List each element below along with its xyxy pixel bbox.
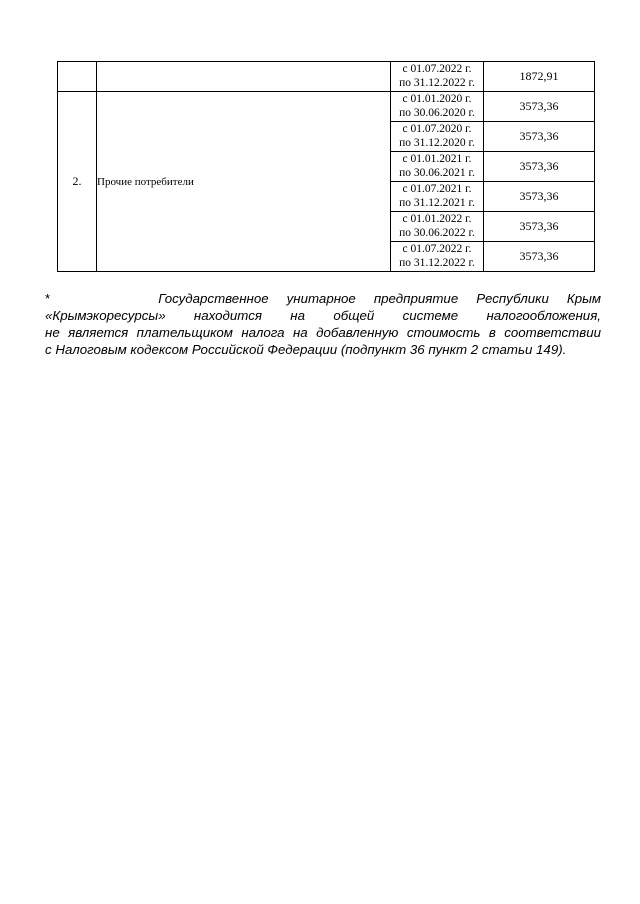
period-to: по 31.12.2022 г. bbox=[399, 76, 475, 89]
period-from: с 01.01.2020 г. bbox=[402, 93, 472, 105]
footnote-line-2: «Крымэкоресурсы» находится на общей системе налогообложения, bbox=[45, 308, 601, 323]
period-to: по 31.12.2021 г. bbox=[399, 196, 475, 209]
period-to: по 30.06.2022 г. bbox=[399, 226, 475, 239]
period-from: с 01.01.2022 г. bbox=[402, 213, 472, 225]
period-to: по 31.12.2020 г. bbox=[399, 136, 475, 149]
period-from: с 01.07.2020 г. bbox=[402, 123, 472, 135]
row-number-cell: 2. bbox=[58, 92, 97, 272]
footnote bbox=[45, 290, 601, 358]
footnote-line-4: с Налоговым кодексом Российской Федерации (подпункт 36 пункт 2 статьи 149). bbox=[45, 342, 567, 357]
period-cell bbox=[391, 152, 484, 182]
period-from: с 01.01.2021 г. bbox=[402, 153, 472, 165]
table-row bbox=[58, 92, 595, 122]
period-cell bbox=[391, 122, 484, 152]
period-cell bbox=[391, 242, 484, 272]
consumer-name-cell: Прочие потребители bbox=[97, 92, 391, 272]
period-from: с 01.07.2021 г. bbox=[402, 183, 472, 195]
tariff-value-cell: 1872,91 bbox=[484, 62, 595, 92]
table-row bbox=[58, 62, 595, 92]
row-number-cell bbox=[58, 62, 97, 92]
period-to: по 30.06.2020 г. bbox=[399, 106, 475, 119]
consumer-name-cell bbox=[97, 62, 391, 92]
footnote-marker: * bbox=[45, 291, 51, 306]
period-cell bbox=[391, 182, 484, 212]
tariff-value-cell: 3573,36 bbox=[484, 242, 595, 272]
period-to: по 31.12.2022 г. bbox=[399, 256, 475, 269]
tariff-value-cell: 3573,36 bbox=[484, 122, 595, 152]
period-to: по 30.06.2021 г. bbox=[399, 166, 475, 179]
footnote-line-1 bbox=[45, 290, 601, 307]
tariff-value-cell: 3573,36 bbox=[484, 182, 595, 212]
tariff-value-cell: 3573,36 bbox=[484, 92, 595, 122]
period-from: с 01.07.2022 г. bbox=[402, 243, 472, 255]
period-cell bbox=[391, 92, 484, 122]
period-cell bbox=[391, 62, 484, 92]
footnote-text-1: Государственное унитарное предприятие Республики Крым bbox=[158, 291, 602, 306]
period-from: с 01.07.2022 г. bbox=[402, 63, 472, 75]
tariff-value-cell: 3573,36 bbox=[484, 152, 595, 182]
period-cell bbox=[391, 212, 484, 242]
tariff-value-cell: 3573,36 bbox=[484, 212, 595, 242]
footnote-line-3: не является плательщиком налога на добавленную стоимость в соответствии bbox=[45, 325, 601, 340]
tariff-table bbox=[57, 61, 595, 272]
